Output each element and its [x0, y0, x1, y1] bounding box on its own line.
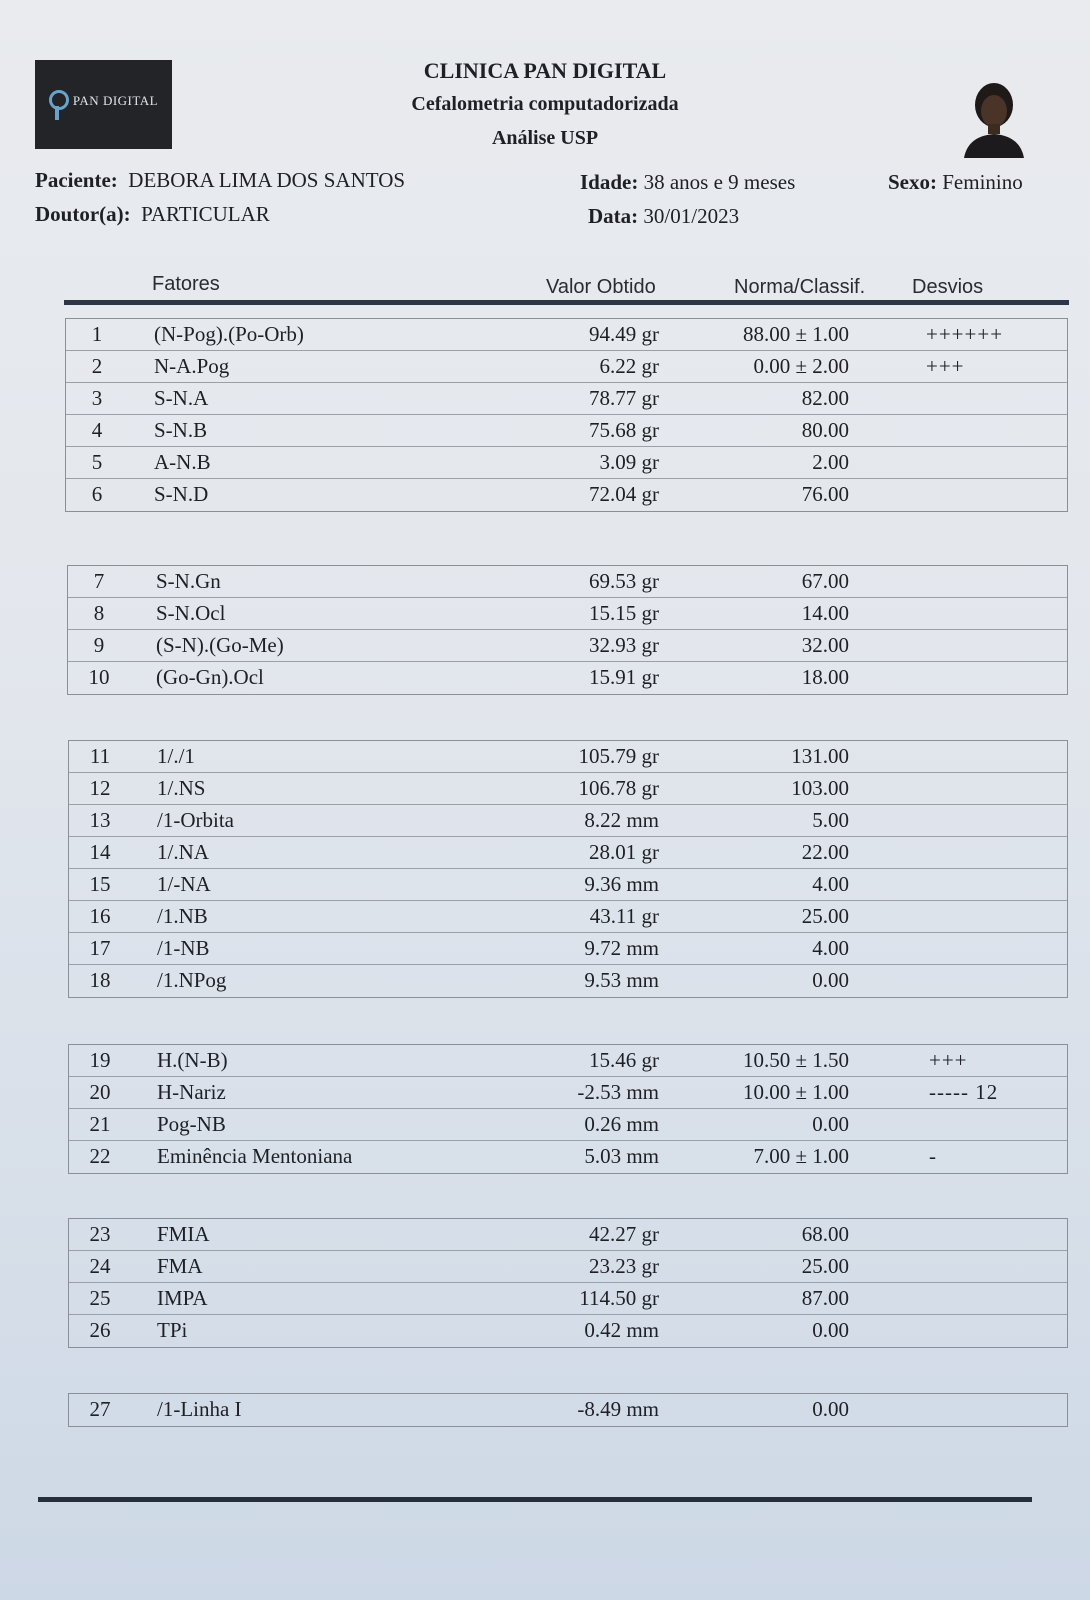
table-row	[68, 630, 1067, 662]
norm-value: 4.00	[812, 872, 849, 896]
norm-value: 82.00	[801, 386, 849, 410]
table-row	[66, 415, 1067, 447]
row-number: 3	[91, 386, 103, 410]
factor-group	[68, 1218, 1068, 1348]
factor-name: S-N.D	[154, 482, 209, 506]
obtained-value: 9.72 mm	[584, 936, 659, 960]
obtained-value: 105.79 gr	[578, 744, 659, 768]
table-row	[69, 1219, 1067, 1251]
row-number: 21	[89, 1112, 111, 1136]
patient-sex: Feminino	[942, 170, 1023, 194]
obtained-value: 23.23 gr	[589, 1254, 659, 1278]
obtained-value: 72.04 gr	[589, 482, 659, 506]
factor-name: Eminência Mentoniana	[157, 1144, 353, 1168]
factor-name: /1-Orbita	[157, 808, 234, 832]
factor-name: /1-NB	[157, 936, 210, 960]
factor-name: S-N.Ocl	[156, 601, 226, 625]
exam-date: 30/01/2023	[643, 204, 740, 228]
obtained-value: 43.11 gr	[589, 904, 659, 928]
table-row	[69, 1315, 1067, 1347]
table-row	[66, 479, 1067, 511]
factor-name: S-N.A	[154, 386, 209, 410]
norm-value: 0.00	[812, 1397, 849, 1421]
doctor-name: PARTICULAR	[141, 202, 270, 226]
table-row	[69, 1251, 1067, 1283]
row-number: 7	[93, 569, 105, 593]
row-number: 1	[91, 322, 103, 346]
factor-name: FMIA	[157, 1222, 210, 1246]
row-number: 4	[91, 418, 103, 442]
norm-value: 14.00	[801, 601, 849, 625]
patient-age-line: Idade: 38 anos e 9 meses	[580, 170, 796, 194]
norm-value: 0.00	[812, 1112, 849, 1136]
analysis-title: Análise USP	[491, 127, 599, 149]
norm-value: 0.00	[812, 968, 849, 992]
factor-name: /1-Linha I	[157, 1397, 242, 1421]
obtained-value: 8.22 mm	[584, 808, 659, 832]
obtained-value: 28.01 gr	[589, 840, 659, 864]
deviation: ++++++	[926, 322, 1004, 346]
norm-value: 5.00	[812, 808, 849, 832]
factor-name: S-N.B	[154, 418, 208, 442]
patient-photo	[958, 78, 1028, 158]
table-row	[69, 869, 1067, 901]
obtained-value: 75.68 gr	[589, 418, 659, 442]
factor-name: 1/./1	[157, 744, 195, 768]
header-divider	[64, 300, 1069, 305]
table-row	[68, 662, 1067, 694]
col-header-value: Valor Obtido	[546, 276, 656, 298]
obtained-value: 69.53 gr	[589, 569, 659, 593]
norm-value: 80.00	[801, 418, 849, 442]
row-number: 17	[89, 936, 111, 960]
date-line: Data: 30/01/2023	[588, 204, 740, 228]
obtained-value: 15.15 gr	[589, 601, 659, 625]
table-row	[66, 351, 1067, 383]
factor-name: (Go-Gn).Ocl	[156, 665, 264, 689]
norm-value: 0.00 ± 2.00	[753, 354, 849, 378]
norm-value: 2.00	[812, 450, 849, 474]
patient-name-line: Paciente: DEBORA LIMA DOS SANTOS	[35, 168, 406, 192]
obtained-value: 9.36 mm	[584, 872, 659, 896]
table-row	[69, 837, 1067, 869]
table-row	[69, 741, 1067, 773]
row-number: 13	[89, 808, 111, 832]
table-row	[66, 319, 1067, 351]
factor-group	[67, 565, 1068, 695]
table-row	[69, 1045, 1067, 1077]
obtained-value: 0.42 mm	[584, 1318, 659, 1342]
norm-value: 67.00	[801, 569, 849, 593]
obtained-value: 32.93 gr	[589, 633, 659, 657]
col-header-norm: Norma/Classif.	[734, 276, 866, 298]
norm-value: 4.00	[812, 936, 849, 960]
table-row	[66, 383, 1067, 415]
norm-value: 88.00 ± 1.00	[742, 322, 849, 346]
row-number: 18	[89, 968, 111, 992]
obtained-value: -8.49 mm	[577, 1397, 659, 1421]
norm-value: 25.00	[801, 1254, 849, 1278]
factor-group	[68, 1044, 1068, 1174]
factor-name: (S-N).(Go-Me)	[156, 633, 284, 657]
row-number: 20	[89, 1080, 111, 1104]
factor-name: H-Nariz	[157, 1080, 226, 1104]
factor-name: /1.NPog	[157, 968, 227, 992]
obtained-value: 78.77 gr	[589, 386, 659, 410]
factor-name: S-N.Gn	[156, 569, 221, 593]
obtained-value: 15.91 gr	[589, 665, 659, 689]
factor-name: 1/-NA	[157, 872, 211, 896]
norm-value: 18.00	[801, 665, 849, 689]
norm-value: 87.00	[801, 1286, 849, 1310]
norm-value: 32.00	[801, 633, 849, 657]
row-number: 11	[89, 744, 111, 768]
factor-name: N-A.Pog	[154, 354, 230, 378]
factor-name: Pog-NB	[157, 1112, 226, 1136]
table-row	[69, 1283, 1067, 1315]
norm-value: 68.00	[801, 1222, 849, 1246]
row-number: 24	[89, 1254, 111, 1278]
factor-name: (N-Pog).(Po-Orb)	[154, 322, 304, 346]
norm-value: 7.00 ± 1.00	[753, 1144, 849, 1168]
norm-value: 103.00	[791, 776, 849, 800]
table-row	[69, 1394, 1067, 1426]
factor-group	[68, 1393, 1068, 1427]
row-number: 10	[88, 665, 110, 689]
deviation: -	[929, 1144, 937, 1168]
table-row	[69, 901, 1067, 933]
table-row	[69, 965, 1067, 997]
patient-name: DEBORA LIMA DOS SANTOS	[128, 168, 406, 192]
table-row	[69, 1109, 1067, 1141]
norm-value: 22.00	[801, 840, 849, 864]
logo-text: PAN DIGITAL	[72, 92, 159, 108]
obtained-value: 15.46 gr	[589, 1048, 659, 1072]
table-row	[69, 933, 1067, 965]
row-number: 5	[91, 450, 103, 474]
norm-value: 131.00	[791, 744, 849, 768]
norm-value: 25.00	[801, 904, 849, 928]
row-number: 25	[89, 1286, 111, 1310]
row-number: 8	[93, 601, 105, 625]
obtained-value: 94.49 gr	[589, 322, 659, 346]
clinic-title: CLINICA PAN DIGITAL	[423, 58, 667, 83]
deviation: +++	[929, 1048, 968, 1072]
norm-value: 10.00 ± 1.00	[742, 1080, 849, 1104]
row-number: 12	[89, 776, 111, 800]
factor-name: A-N.B	[154, 450, 211, 474]
row-number: 15	[89, 872, 111, 896]
table-row	[69, 773, 1067, 805]
row-number: 23	[89, 1222, 111, 1246]
table-row	[66, 447, 1067, 479]
norm-value: 0.00	[812, 1318, 849, 1342]
row-number: 16	[89, 904, 111, 928]
obtained-value: 3.09 gr	[599, 450, 659, 474]
row-number: 26	[89, 1318, 111, 1342]
obtained-value: 0.26 mm	[584, 1112, 659, 1136]
obtained-value: 42.27 gr	[589, 1222, 659, 1246]
patient-age: 38 anos e 9 meses	[643, 170, 796, 194]
row-number: 9	[93, 633, 105, 657]
factor-name: H.(N-B)	[157, 1048, 228, 1072]
table-row	[69, 1077, 1067, 1109]
factor-name: IMPA	[157, 1286, 208, 1310]
table-row	[68, 598, 1067, 630]
table-row	[69, 1141, 1067, 1173]
deviation: ----- 12	[929, 1080, 999, 1104]
col-header-factors: Fatores	[152, 273, 220, 295]
obtained-value: 114.50 gr	[579, 1286, 659, 1310]
factor-name: /1.NB	[157, 904, 208, 928]
factor-name: FMA	[157, 1254, 203, 1278]
row-number: 6	[91, 482, 103, 506]
factor-name: TPi	[157, 1318, 188, 1342]
col-header-deviation: Desvios	[912, 276, 984, 298]
patient-sex-line: Sexo: Feminino	[888, 170, 1023, 194]
doctor-line: Doutor(a): PARTICULAR	[35, 202, 270, 226]
row-number: 14	[89, 840, 111, 864]
table-row	[69, 805, 1067, 837]
obtained-value: 6.22 gr	[599, 354, 659, 378]
row-number: 22	[89, 1144, 111, 1168]
obtained-value: 5.03 mm	[584, 1144, 659, 1168]
row-number: 19	[89, 1048, 111, 1072]
deviation: +++	[926, 354, 965, 378]
factor-name: 1/.NA	[157, 840, 209, 864]
obtained-value: 9.53 mm	[584, 968, 659, 992]
factor-name: 1/.NS	[157, 776, 206, 800]
norm-value: 10.50 ± 1.50	[742, 1048, 849, 1072]
obtained-value: 106.78 gr	[578, 776, 659, 800]
norm-value: 76.00	[801, 482, 849, 506]
factor-group	[65, 318, 1068, 512]
factor-group	[68, 740, 1068, 998]
table-row	[68, 566, 1067, 598]
footer-divider	[38, 1497, 1032, 1502]
report-subtitle: Cefalometria computadorizada	[411, 93, 679, 115]
obtained-value: -2.53 mm	[577, 1080, 659, 1104]
row-number: 2	[91, 354, 103, 378]
row-number: 27	[89, 1397, 111, 1421]
